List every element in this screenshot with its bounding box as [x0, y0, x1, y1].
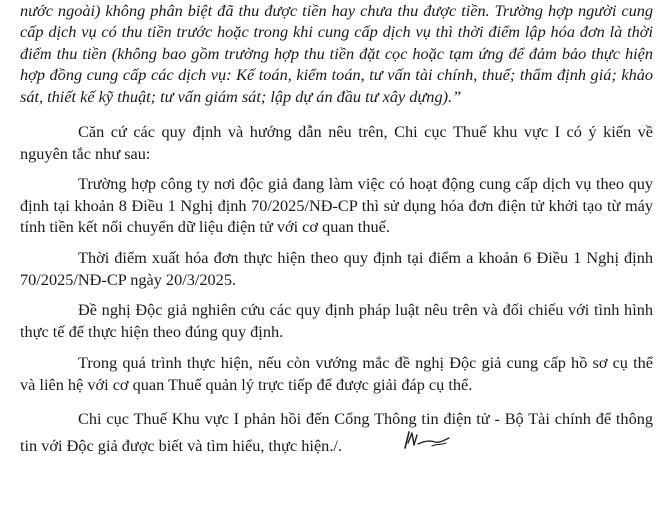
paragraph-contact-tax-office: Trong quá trình thực hiện, nếu còn vướng mắc đề nghị Độc giả cung cấp hồ sơ cụ thể và liên hệ với cơ quan Thuế quản lý trực tiếp để được giải đáp cụ thể.	[20, 353, 653, 394]
paragraph-basis: Căn cứ các quy định và hướng dẫn nêu trên, Chi cục Thuế khu vực I có ý kiến về nguyên tắc như sau:	[20, 122, 653, 163]
closing-text: Chi cục Thuế Khu vực I phản hồi đến Cổng Thông tin điện tử - Bộ Tài chính để thông tin với Độc giả được biết và tìm hiểu, thực hiện./.	[20, 408, 653, 456]
paragraph-recommendation: Đề nghị Độc giả nghiên cứu các quy định pháp luật nêu trên và đối chiếu với tình hình thực tế để thực hiện theo đúng quy định.	[20, 300, 653, 341]
signature-icon	[344, 429, 452, 457]
quoted-regulation-text: nước ngoài) không phân biệt đã thu được tiền hay chưa thu được tiền. Trường hợp người cung cấp dịch vụ có thu tiền trước hoặc trong khi cung cấp dịch vụ thì thời điểm lập hóa đơn là thời điểm thu tiền (không bao gồm trường hợp thu tiền đặt cọc hoặc tạm ứng để đảm bảo thực hiện hợp đồng cung cấp các dịch vụ: Kế toán, kiểm toán, tư vấn tài chính, thuế; thẩm định giá; khảo sát, thiết kế kỹ thuật; tư vấn giám sát; lập dự án đầu tư xây dựng).”	[20, 1, 653, 106]
paragraph-closing	[20, 408, 653, 457]
paragraph-invoice-timing: Thời điểm xuất hóa đơn thực hiện theo quy định tại điểm a khoản 6 Điều 1 Nghị định 70/2025/NĐ-CP ngày 20/3/2025.	[20, 248, 653, 289]
paragraph-einvoice-usage: Trường hợp công ty nơi độc giả đang làm việc có hoạt động cung cấp dịch vụ theo quy định tại khoản 8 Điều 1 Nghị định 70/2025/NĐ-CP thì sử dụng hóa đơn điện tử khởi tạo từ máy tính tiền kết nối chuyển dữ liệu điện tử với cơ quan thuế.	[20, 174, 653, 237]
